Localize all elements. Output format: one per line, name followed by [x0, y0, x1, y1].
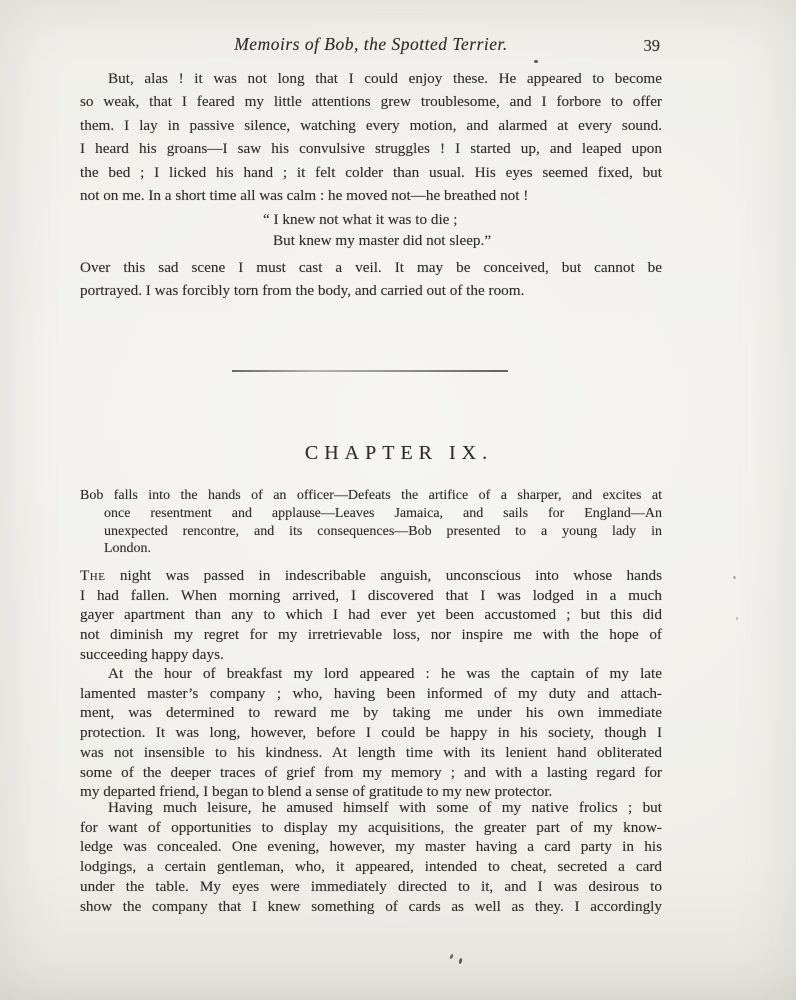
ink-speck	[112, 547, 114, 549]
ink-speck	[736, 617, 738, 620]
verse-quotation	[263, 210, 623, 251]
text-line: At the hour of breakfast my lord appeared : he was the captain of my late	[108, 665, 662, 682]
text-line: so weak, that I feared my little attentions grew troublesome, and I forbore to offer	[80, 93, 662, 111]
verse-line: But knew my master did not sleep.”	[273, 231, 492, 249]
ink-speck	[534, 60, 538, 63]
text-line: not on me. In a short time all was calm : he moved not—he breathed not !	[80, 187, 529, 205]
text-line: not diminish my regret for my irretrievable loss, nor inspire me with the hope of	[80, 626, 662, 644]
running-title: Memoirs of Bob, the Spotted Terrier.	[234, 34, 508, 54]
text-line: I had fallen. When morning arrived, I discovered that I was lodged in a much	[80, 586, 662, 604]
text-line: lamented master’s company ; who, having been informed of my duty and attach-	[80, 684, 662, 702]
text-line: under the table. My eyes were immediately directed to it, and I was desirous to	[80, 877, 662, 895]
text-line: portrayed. I was forcibly torn from the body, and carried out of the room.	[80, 282, 525, 300]
text-line: once resentment and applause—Leaves Jamaica, and sails for England—An	[104, 505, 662, 521]
text-line: protection. It was long, however, before I could be happy in his society, though I	[80, 724, 662, 742]
text-line: lodgings, a certain gentleman, who, it appeared, intended to cheat, secreted a card	[80, 858, 662, 876]
text-line: unexpected rencontre, and its consequences—Bob presented to a young lady in	[104, 523, 662, 539]
text-line: show the company that I knew something of cards as well as they. I accordingly	[80, 897, 662, 915]
paragraph-body	[80, 798, 662, 916]
text-line: But, alas ! it was not long that I could enjoy these. He appeared to become	[108, 70, 662, 87]
text-line: ment, was determined to reward me by taking me under his own immediate	[80, 704, 662, 722]
text-line: I heard his groans—I saw his convulsive struggles ! I started up, and leaped upon	[80, 140, 662, 158]
text-column	[80, 0, 662, 1000]
text-line: Over this sad scene I must cast a veil. It may be conceived, but cannot be	[80, 259, 662, 276]
text-line: succeeding happy days.	[80, 645, 224, 663]
chapter-heading: CHAPTER IX.	[304, 442, 494, 464]
text-line: my departed friend, I began to blend a sense of gratitude to my new protector.	[80, 783, 553, 801]
paragraph-closing-1	[80, 67, 662, 207]
paragraph-opening	[80, 566, 662, 665]
text-line: some of the deeper traces of grief from my memory ; and with a lasting regard for	[80, 763, 662, 781]
paragraph-closing-2	[80, 256, 662, 303]
text-line	[80, 566, 662, 586]
text-line: for want of opportunities to display my acquisitions, the greater part of my know-	[80, 818, 662, 836]
text-line: the bed ; I licked his hand ; it felt colder than usual. His eyes seemed fixed, but	[80, 163, 662, 181]
verse-line: “ I knew not what it was to die ;	[263, 211, 458, 228]
text-line: them. I lay in passive silence, watching every motion, and alarmed at every sound.	[80, 116, 662, 134]
small-caps-lead: The	[80, 567, 106, 584]
text-line: ledge was concealed. One evening, however, my master having a card party in his	[80, 838, 662, 856]
paragraph-body	[80, 664, 662, 802]
text-line: was not insensible to his kindness. At length time with its lenient hand obliterated	[80, 743, 662, 761]
text-line-rest: night was passed in indescribable anguish, unconscious into whose hands	[105, 567, 662, 584]
section-divider-rule	[232, 370, 508, 372]
text-line: Bob falls into the hands of an officer—Defeats the artifice of a sharper, and excites at	[80, 488, 662, 503]
page-number: 39	[643, 36, 660, 55]
text-line: gayer apartment than any to which I had ever yet been accustomed ; but this did	[80, 606, 662, 624]
chapter-summary	[80, 487, 662, 558]
ink-speck	[733, 576, 736, 579]
text-line: Having much leisure, he amused himself with some of my native frolics ; but	[108, 799, 662, 816]
text-line: London.	[104, 541, 152, 557]
